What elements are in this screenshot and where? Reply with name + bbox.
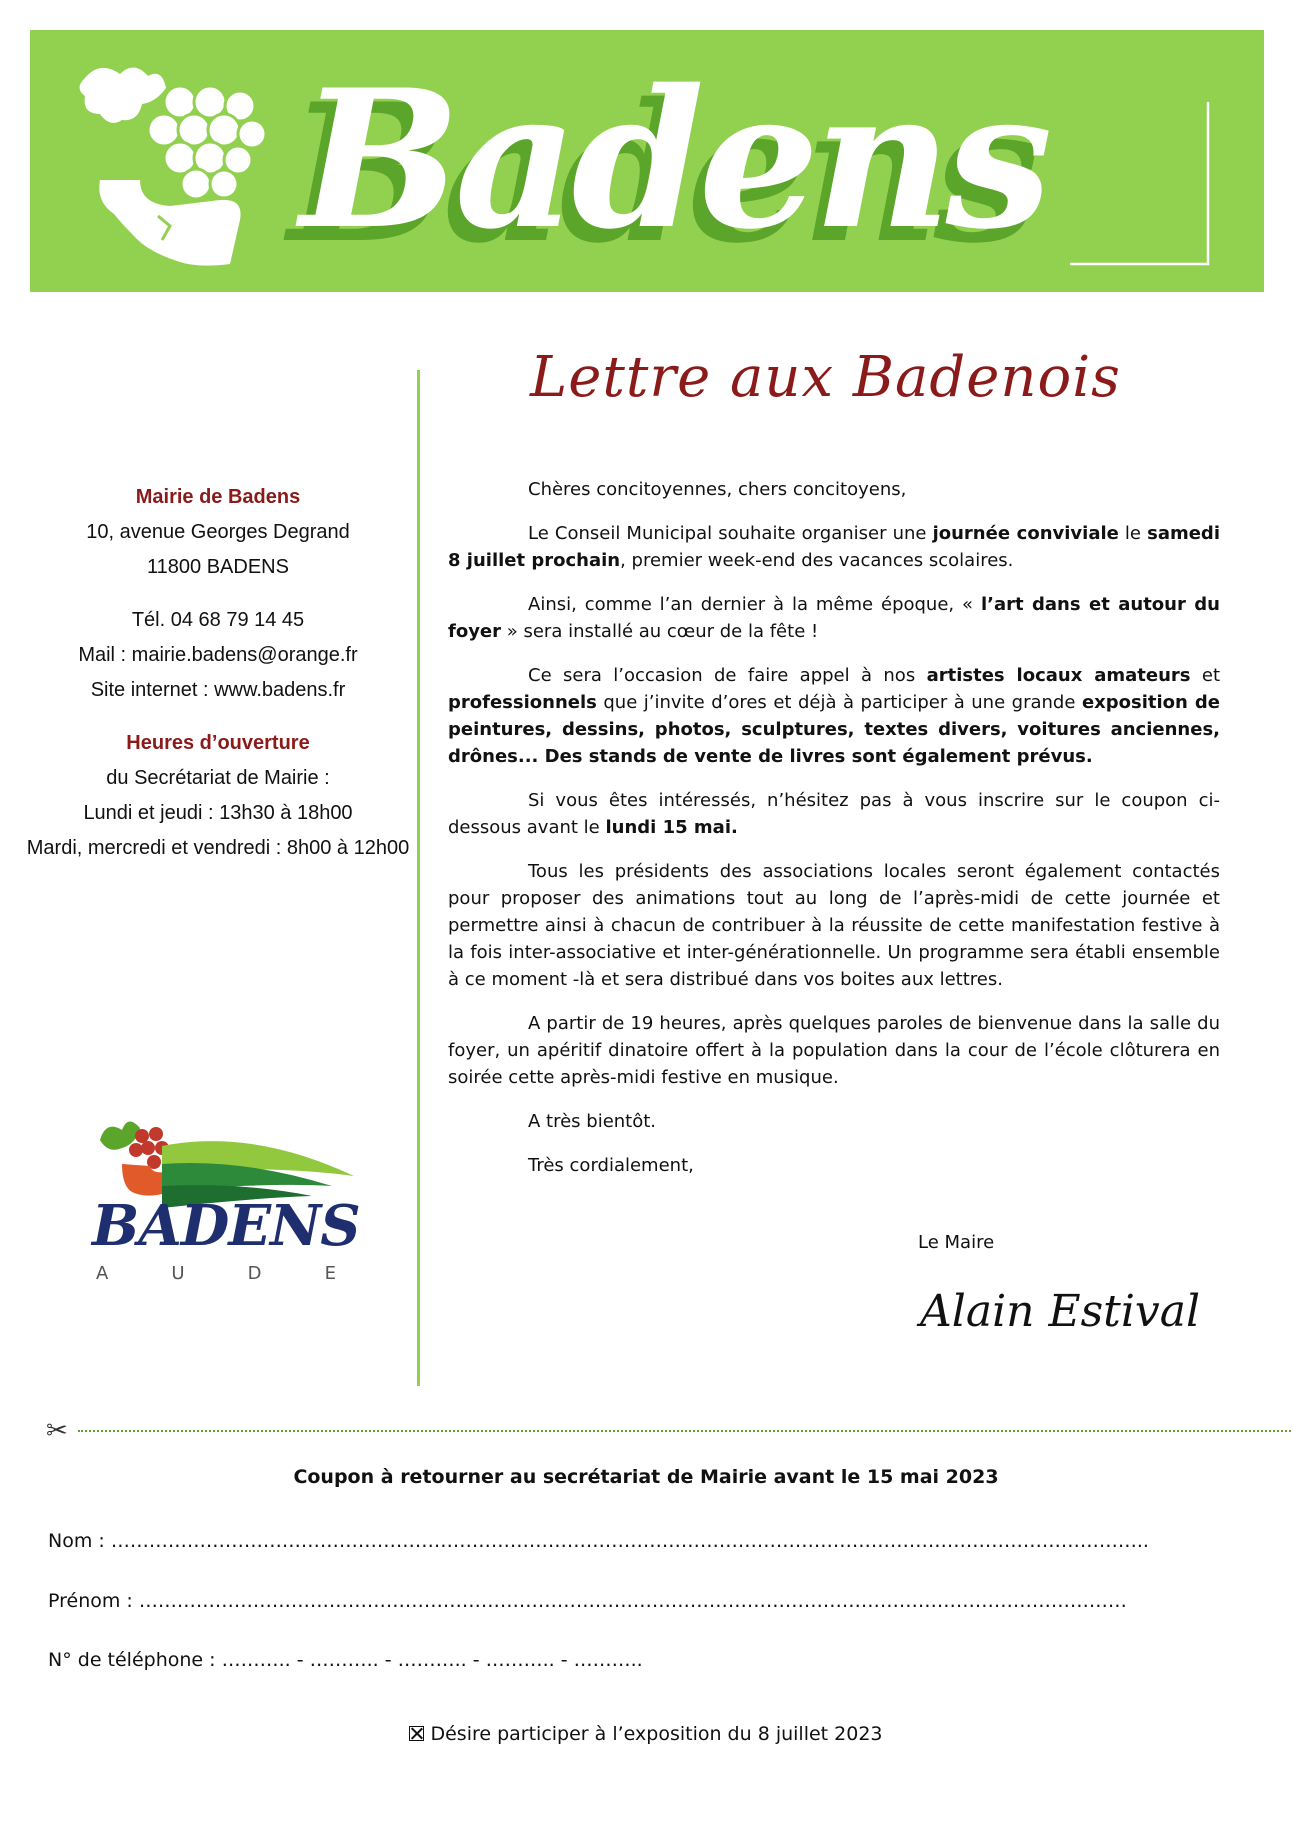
cut-line [78, 1430, 1292, 1432]
sidebar-contact [20, 480, 416, 866]
mairie-heading: Mairie de Badens [135, 486, 301, 508]
website-text: Site internet : www.badens.fr [90, 679, 346, 701]
header-title: Badens [300, 48, 1047, 271]
paragraph: Si vous êtes intéressés, n’hésitez pas à vous inscrire sur le coupon ci-dessous avant le lundi 15 mai. [448, 790, 1220, 838]
mail-text: Mail : mairie.badens@orange.fr [78, 644, 358, 666]
hours-subtitle: du Secrétariat de Mairie : [106, 767, 330, 789]
paragraph: Le Conseil Municipal souhaite organiser une journée conviviale le samedi 8 juillet prochain, premier week-end des vacances scolaires. [448, 523, 1220, 571]
paragraph: Tous les présidents des associations locales seront également contactés pour proposer des animations tout au long de l’après-midi de cette journée et permettre ainsi à chacun de contribuer à la réussite de cette manifestation festive à la fois inter-associative et inter-générationnelle. Un programme sera établi ensemble à ce moment -là et sera distribué dans vos boites aux lettres. [448, 861, 1220, 990]
signature: Alain Estival [920, 1286, 1201, 1337]
scissors-icon: ✂ [46, 1416, 68, 1446]
signature-label: Le Maire [918, 1232, 995, 1253]
hours-line: Lundi et jeudi : 13h30 à 18h00 [83, 802, 353, 824]
coupon-title: Coupon à retourner au secrétariat de Mairie avant le 15 mai 2023 [293, 1466, 999, 1488]
header-banner [30, 30, 1264, 292]
hours-line: Mardi, mercredi et vendredi : 8h00 à 12h00 [26, 837, 410, 859]
checkbox-label: Désire participer à l’exposition du 8 juillet 2023 [430, 1723, 883, 1745]
telephone-field[interactable]: N° de téléphone : ……….. - ……….. - ……….. - ……….. - ……….. [48, 1649, 643, 1671]
postal-line: 11800 BADENS [147, 556, 289, 578]
letter-body [448, 476, 1220, 1196]
closing: Très cordialement, [528, 1155, 694, 1176]
checked-box-icon[interactable] [409, 1726, 424, 1741]
letter-title: Lettre aux Badenois [530, 345, 1121, 410]
nom-field[interactable]: Nom : ……………………………………………………………………………………………………………………………………………….. [48, 1530, 1149, 1552]
address-line: 10, avenue Georges Degrand [86, 521, 350, 543]
prenom-field[interactable]: Prénom : ………………………………………………………………………………………………………………………………………… [48, 1590, 1127, 1612]
phone-text: Tél. 04 68 79 14 45 [131, 609, 305, 631]
greeting: Chères concitoyennes, chers concitoyens, [528, 479, 907, 500]
hours-heading: Heures d’ouverture [126, 732, 310, 754]
vertical-divider [417, 370, 420, 1386]
logo-subtitle: A U D E [96, 1263, 336, 1284]
paragraph: Ainsi, comme l’an dernier à la même époque, « l’art dans et autour du foyer » sera installé au cœur de la fête ! [448, 594, 1220, 642]
participation-checkbox-row[interactable] [0, 1723, 1292, 1745]
closing: A très bientôt. [528, 1111, 657, 1132]
paragraph: A partir de 19 heures, après quelques paroles de bienvenue dans la salle du foyer, un apéritif dinatoire offert à la population dans la cour de l’école clôturera en soirée cette après-midi festive en musique. [448, 1013, 1220, 1088]
paragraph: Ce sera l’occasion de faire appel à nos artistes locaux amateurs et professionnels que j’invite d’ores et déjà à participer à une grande exposition de peintures, dessins, photos, sculptures, textes divers, voitures anciennes, drônes... Des stands de vente de livres sont également prévus. [448, 665, 1221, 767]
logo-name: BADENS [92, 1193, 360, 1259]
